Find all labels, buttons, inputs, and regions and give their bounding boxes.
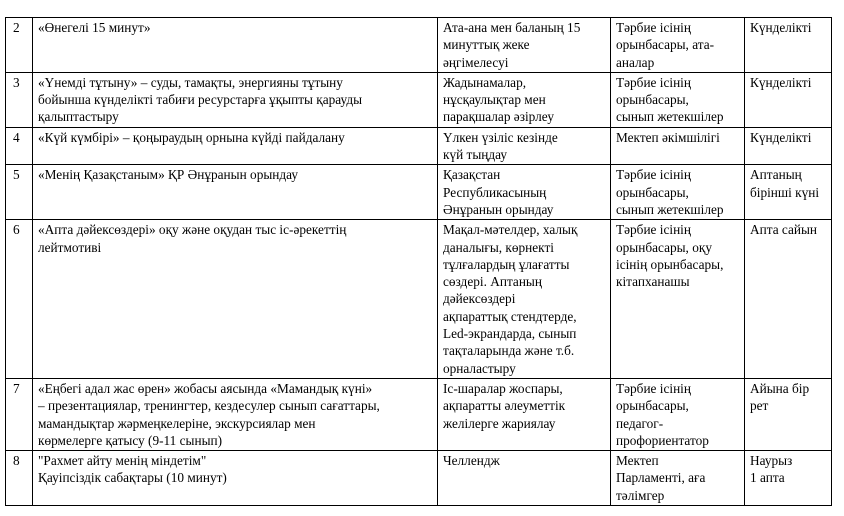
event-cell: «Күй күмбірі» – қоңыраудың орнына күйді пайдалану	[33, 127, 438, 165]
form-cell: Іс-шаралар жоспары, ақпаратты әлеуметтік желілерге жариялау	[438, 378, 611, 450]
row-number: 4	[6, 127, 33, 165]
form-cell: Челлендж	[438, 451, 611, 506]
form-cell: Қазақстан Республикасының Әнұранын орындау	[438, 165, 611, 220]
row-number: 6	[6, 220, 33, 379]
form-cell: Үлкен үзіліс кезінде күй тыңдау	[438, 127, 611, 165]
form-cell: Ата-ана мен баланың 15 минуттық жеке әңгімелесуі	[438, 18, 611, 73]
event-cell: «Еңбегі адал жас өрен» жобасы аясында «Мамандық күні» – презентациялар, тренингтер, кездесулер сынып сағаттары, мамандықтар жәрмеңкелеріне, экскурсиялар мен көрмелерге қатысу (9-11 сынып)	[33, 378, 438, 450]
event-cell: «Үнемді тұтыну» – суды, тамақты, энергияны тұтыну бойынша күнделікті табиғи ресурстарға ұқыпты қарауды қалыптастыру	[33, 72, 438, 127]
table-row	[6, 72, 832, 127]
period-cell: Аптаның бірінші күні	[745, 165, 832, 220]
form-cell: Мақал-мәтелдер, халық даналығы, көрнекті тұлғалардың ұлағатты сөздері. Аптаның дәйексөздері ақпараттық стендтерде, Led-экрандарда, сынып тақталарында және т.б. орналастыру	[438, 220, 611, 379]
responsible-cell: Мектеп Парламенті, аға тәлімгер	[611, 451, 745, 506]
responsible-cell: Тәрбие ісінің орынбасары, оқу ісінің орынбасары, кітапханашы	[611, 220, 745, 379]
responsible-cell: Тәрбие ісінің орынбасары, сынып жетекшілер	[611, 72, 745, 127]
responsible-cell: Тәрбие ісінің орынбасары, сынып жетекшілер	[611, 165, 745, 220]
period-cell: Айына бір рет	[745, 378, 832, 450]
period-cell: Наурыз 1 апта	[745, 451, 832, 506]
responsible-cell: Тәрбие ісінің орынбасары, педагог- профориентатор	[611, 378, 745, 450]
table-row	[6, 451, 832, 506]
event-cell: «Апта дәйексөздері» оқу және оқудан тыс іс-әрекеттің лейтмотиві	[33, 220, 438, 379]
table-row	[6, 18, 832, 73]
period-cell: Күнделікті	[745, 127, 832, 165]
row-number: 5	[6, 165, 33, 220]
table-row	[6, 127, 832, 165]
table-row	[6, 378, 832, 450]
event-cell: "Рахмет айту менің міндетім" Қауіпсіздік сабақтары (10 минут)	[33, 451, 438, 506]
plan-table	[5, 17, 832, 506]
event-cell: «Өнегелі 15 минут»	[33, 18, 438, 73]
period-cell: Апта сайын	[745, 220, 832, 379]
event-cell: «Менің Қазақстаным» ҚР Әнұранын орындау	[33, 165, 438, 220]
row-number: 7	[6, 378, 33, 450]
row-number: 3	[6, 72, 33, 127]
responsible-cell: Мектеп әкімшілігі	[611, 127, 745, 165]
row-number: 2	[6, 18, 33, 73]
period-cell: Күнделікті	[745, 72, 832, 127]
form-cell: Жадынамалар, нұсқаулықтар мен парақшалар әзірлеу	[438, 72, 611, 127]
row-number: 8	[6, 451, 33, 506]
table-row	[6, 165, 832, 220]
responsible-cell: Тәрбие ісінің орынбасары, ата- аналар	[611, 18, 745, 73]
period-cell: Күнделікті	[745, 18, 832, 73]
table-row	[6, 220, 832, 379]
